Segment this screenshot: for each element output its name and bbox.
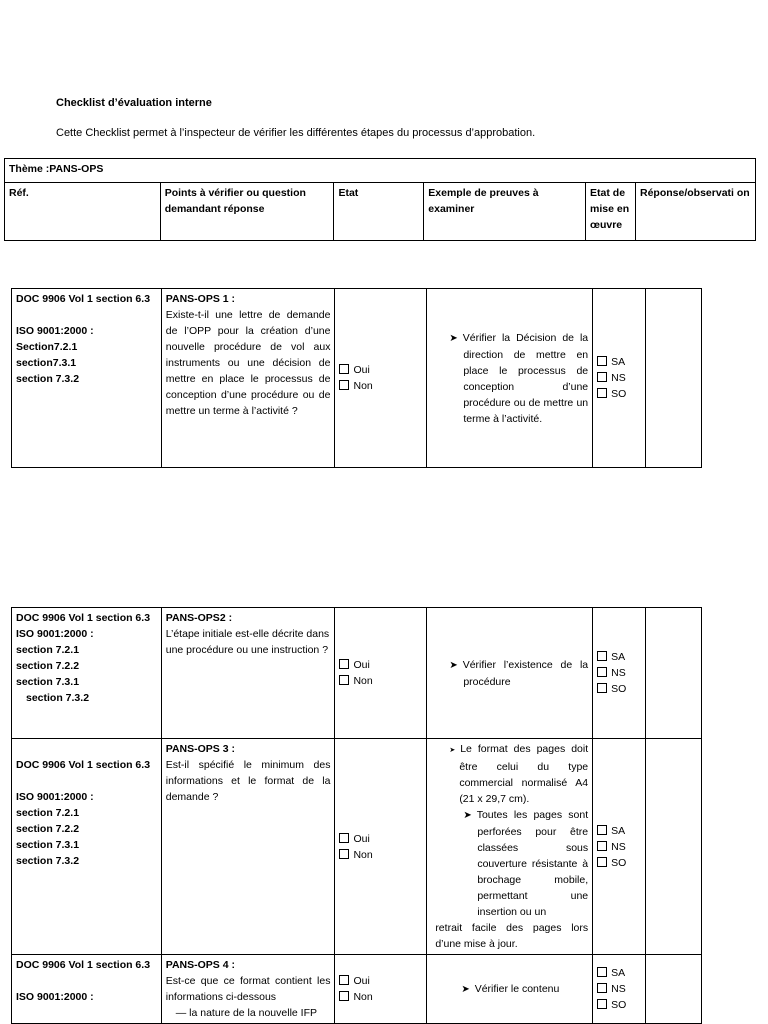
point-text: Existe-t-il une lettre de demande de l’OPP pour la création d’une nouvelle procédure de vol aux instruments ou une décision de mettre en place le processus de conception d’une procédure ou de mettre un terme à l’activité ? (165, 309, 331, 417)
option-non: Non (353, 675, 373, 687)
point-title: PANS-OPS2 : (165, 612, 233, 624)
checkbox[interactable] (597, 667, 607, 677)
option-oui: Oui (353, 364, 370, 376)
ref-cell (12, 955, 162, 1024)
option-so: SO (611, 683, 627, 695)
point-title: PANS-OPS 4 : (165, 959, 235, 971)
option-sa: SA (611, 824, 626, 837)
arrow-bullet-icon: ➤ (461, 983, 470, 995)
option-so: SO (611, 388, 627, 400)
checkbox[interactable] (339, 833, 349, 843)
ref-iso: ISO 9001:2000 : (16, 991, 94, 1003)
intro-text: Cette Checklist permet à l’inspecteur de vérifier les différentes étapes du processus d’approbation. (56, 127, 536, 139)
option-ns: NS (611, 840, 626, 853)
checkbox[interactable] (339, 364, 349, 374)
point-text: — la nature de la nouvelle IFP (175, 1007, 317, 1019)
header-exemple: Exemple de preuves à examiner (424, 183, 586, 241)
ref-doc: DOC 9906 Vol 1 section 6.3 (16, 959, 151, 971)
option-oui: Oui (353, 975, 370, 987)
point-title: PANS-OPS 1 : (165, 293, 236, 305)
option-sa: SA (611, 967, 626, 979)
option-ns: NS (611, 983, 626, 995)
reponse-cell[interactable] (646, 289, 702, 468)
option-sa: SA (611, 651, 626, 663)
ref-section: section 7.3.2 (16, 373, 80, 385)
checkbox[interactable] (597, 999, 607, 1009)
etat-cell (335, 289, 427, 468)
etat-mise-cell (593, 608, 646, 739)
checklist-table-1 (11, 288, 702, 468)
etat-mise-cell (593, 739, 646, 955)
option-oui: Oui (353, 832, 370, 845)
proof-cell (427, 739, 593, 955)
ref-section: Section7.2.1 (16, 341, 78, 353)
checkbox[interactable] (597, 967, 607, 977)
point-text: L’étape initiale est-elle décrite dans une procédure ou une instruction ? (165, 628, 330, 656)
ref-iso: ISO 9001:2000 : (16, 791, 94, 803)
option-ns: NS (611, 372, 626, 384)
ref-cell (12, 608, 162, 739)
ref-doc: DOC 9906 Vol 1 section 6.3 (16, 293, 151, 305)
proof-cell (427, 955, 593, 1024)
ref-section: section 7.2.2 (16, 660, 80, 672)
reponse-cell[interactable] (646, 608, 702, 739)
point-cell (161, 739, 335, 955)
ref-doc: DOC 9906 Vol 1 section 6.3 (16, 759, 151, 771)
checklist-table-2 (11, 607, 702, 1024)
etat-cell (335, 608, 427, 739)
small-arrow-bullet-icon: ➤ (449, 747, 456, 754)
checkbox[interactable] (597, 825, 607, 835)
point-text: Est-ce que ce format contient les informations ci-dessous (165, 975, 331, 1003)
reponse-cell[interactable] (646, 955, 702, 1024)
etat-mise-cell (593, 289, 646, 468)
checkbox[interactable] (339, 380, 349, 390)
reponse-cell[interactable] (646, 739, 702, 955)
option-non: Non (353, 380, 373, 392)
checkbox[interactable] (597, 683, 607, 693)
option-non: Non (353, 991, 373, 1003)
proof-text: Vérifier l’existence de la procédure (462, 658, 589, 688)
point-text: Est-il spécifié le minimum des informations et le format de la demande ? (165, 759, 331, 803)
ref-section: section7.3.1 (16, 357, 77, 369)
header-etat: Etat (334, 183, 424, 241)
proof-text: Le format des pages doit être celui du type commercial normalisé A4 (21 x 29,7 cm). (459, 743, 589, 805)
checkbox[interactable] (597, 857, 607, 867)
option-oui: Oui (353, 659, 370, 671)
ref-section: section 7.2.1 (16, 807, 80, 819)
proof-text: Vérifier le contenu (474, 982, 560, 995)
checkbox[interactable] (339, 849, 349, 859)
ref-doc: DOC 9906 Vol 1 section 6.3 (16, 612, 151, 624)
ref-cell (12, 739, 162, 955)
ref-section: section 7.3.2 (26, 692, 90, 704)
checkbox[interactable] (339, 991, 349, 1001)
checkbox[interactable] (597, 651, 607, 661)
point-title: PANS-OPS 3 : (165, 743, 235, 755)
point-cell (161, 608, 335, 739)
ref-section: section 7.3.2 (16, 855, 80, 867)
header-reponse: Réponse/observati on (636, 183, 756, 241)
theme-cell: Thème :PANS-OPS (5, 159, 756, 183)
option-so: SO (611, 856, 627, 869)
arrow-bullet-icon: ➤ (449, 659, 458, 671)
etat-cell (335, 955, 427, 1024)
proof-cell (427, 289, 593, 468)
header-table (4, 158, 756, 241)
ref-iso: ISO 9001:2000 : (16, 325, 94, 337)
option-sa: SA (611, 356, 626, 368)
checkbox[interactable] (597, 372, 607, 382)
ref-section: section 7.2.2 (16, 823, 80, 835)
proof-text: Vérifier la Décision de la direction de mettre en place le processus de conception d’une procédure ou de mettre un terme à l’activité. (462, 331, 589, 425)
ref-section: section 7.2.1 (16, 644, 80, 656)
proof-text: retrait facile des pages lors d’une mise à jour. (435, 922, 589, 950)
document-title: Checklist d’évaluation interne (56, 97, 212, 109)
arrow-bullet-icon: ➤ (449, 332, 458, 344)
proof-cell (427, 608, 593, 739)
checkbox[interactable] (339, 675, 349, 685)
etat-mise-cell (593, 955, 646, 1024)
ref-cell (12, 289, 162, 468)
etat-cell (335, 739, 427, 955)
checkbox[interactable] (339, 659, 349, 669)
option-so: SO (611, 999, 627, 1011)
ref-section: section 7.3.1 (16, 839, 80, 851)
point-cell (161, 955, 335, 1024)
point-cell (161, 289, 335, 468)
checkbox[interactable] (597, 841, 607, 851)
option-non: Non (353, 848, 373, 861)
checkbox[interactable] (339, 975, 349, 985)
checkbox[interactable] (597, 356, 607, 366)
checkbox[interactable] (597, 983, 607, 993)
header-ref: Réf. (5, 183, 161, 241)
header-points: Points à vérifier ou question demandant réponse (160, 183, 334, 241)
option-ns: NS (611, 667, 626, 679)
checkbox[interactable] (597, 388, 607, 398)
ref-section: section 7.3.1 (16, 676, 80, 688)
ref-iso: ISO 9001:2000 : (16, 628, 94, 640)
arrow-bullet-icon: ➤ (463, 810, 472, 821)
proof-text: Toutes les pages sont perforées pour être classées sous couverture résistante à brochage mobile, permettant une insertion ou un (476, 809, 589, 918)
header-etat-mise: Etat de mise en œuvre (586, 183, 636, 241)
